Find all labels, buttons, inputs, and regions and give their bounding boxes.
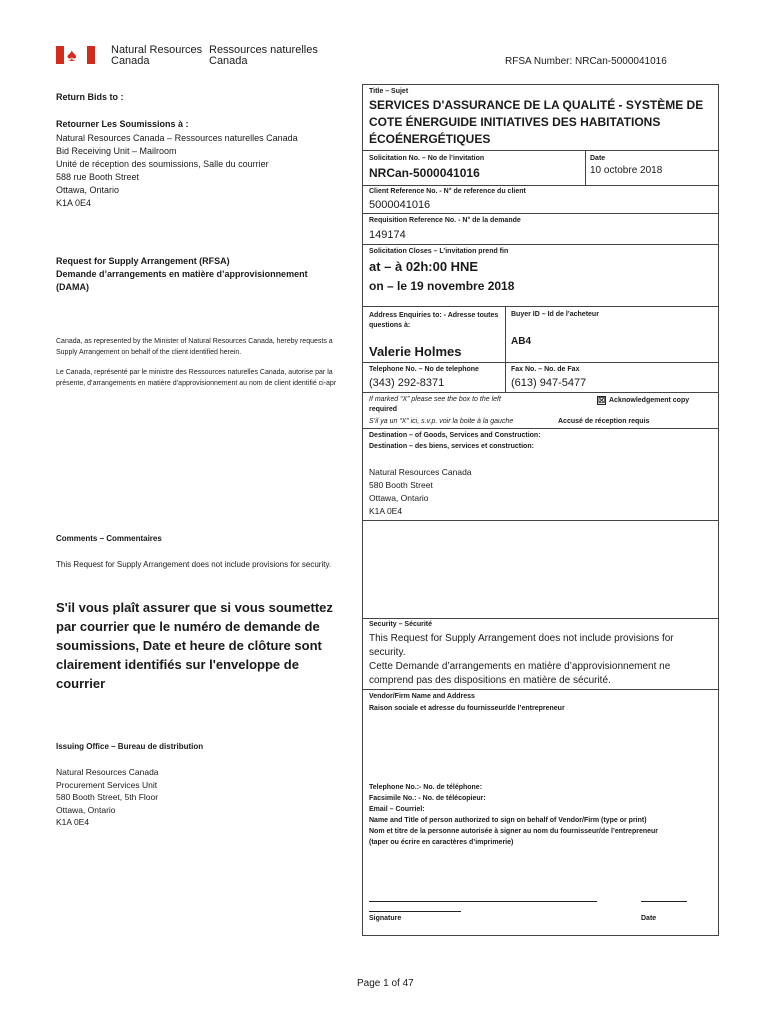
- canada-statement-fr: Le Canada, représenté par le ministre des Ressources naturelles Canada, autorise par la présente, d’arrangements en matière d’approvisionnement au nom de client identifié ci-apr: [56, 369, 337, 387]
- buyer-id-label: Buyer ID – Id de l’acheteur: [511, 311, 599, 318]
- client-ref-label: Client Reference No. - N° de reference du client: [369, 188, 526, 195]
- date-line[interactable]: [641, 901, 687, 902]
- comments-label: Comments – Commentaires: [56, 534, 162, 543]
- envelope-notice: S'il vous plaît assurer que si vous soumettez par courrier que le numéro de demande de soumissions, Date et heure de clôture sont clairement identifiés sur l'enveloppe de courrier: [56, 600, 333, 691]
- closes-date: on – le 19 novembre 2018: [369, 279, 515, 293]
- date-label: Date: [590, 155, 606, 162]
- vendor-label-en: Vendor/Firm Name and Address: [369, 693, 475, 700]
- closes-label: Solicitation Closes – L’invitation prend fin: [369, 248, 509, 255]
- rfsa-title: Request for Supply Arrangement (RFSA) Demande d’arrangements en matière d’approvisionnement (DAMA): [56, 256, 308, 292]
- name-signature-line[interactable]: [369, 901, 597, 902]
- closes-time: at – à 02h:00 HNE: [369, 259, 479, 274]
- contact-phone-label: Telephone No.:- No. de téléphone:: [369, 784, 483, 791]
- ack-copy-fr: Accusé de réception requis: [558, 418, 650, 425]
- contact-fax-label: Facsimile No.: - No. de télécopieur:: [369, 795, 486, 802]
- title-label: Title – Sujet: [369, 88, 409, 95]
- date-sig-label: Date: [641, 915, 657, 922]
- issuing-office-label: Issuing Office – Bureau de distribution: [56, 742, 204, 751]
- rfsa-number: RFSA Number: NRCan-5000041016: [505, 56, 667, 67]
- name-title-label: Name and Title of person authorized to sign on behalf of Vendor/Firm (type or print) Nom et titre de la personne autorisée à signer au nom du fournisseur/de l’entrepreneur (taper ou écrire en caractères d’imprimerie): [369, 817, 659, 846]
- security-label: Security – Sécurité: [369, 621, 433, 628]
- signature-line[interactable]: [369, 911, 461, 912]
- solicitation-no-value: NRCan-5000041016: [369, 166, 480, 180]
- enquiries-label: Address Enquiries to: - Adresse toutes questions à:: [369, 312, 499, 329]
- phone-value: (343) 292-8371: [369, 377, 445, 389]
- return-bids-label: Return Bids to :: [56, 92, 124, 102]
- contact-fields: [369, 782, 486, 815]
- comments-text: This Request for Supply Arrangement does not include provisions for security.: [56, 560, 332, 569]
- required-label: required: [369, 406, 398, 413]
- maple-leaf-icon: ♠: [67, 45, 77, 65]
- marked-note-en: If marked “X” please see the box to the left: [369, 396, 501, 403]
- return-to-label: Retourner Les Soumissions à :: [56, 119, 189, 129]
- enquiries-value: Valerie Holmes: [369, 344, 462, 359]
- issuing-address: Natural Resources Canada Procurement Services Unit 580 Booth Street, 5th Floor Ottawa, Ontario K1A 0E4: [56, 767, 159, 827]
- marked-note-fr: S’il ya un “X” ici, s.v.p. voir la boite à la gauche: [369, 418, 514, 425]
- solicitation-title: SERVICES D'ASSURANCE DE LA QUALITÉ - SYSTÈME DE COTE ÉNERGUIDE INITIATIVES DES HABITATIONS ÉCOÉNERGÉTIQUES: [369, 98, 704, 146]
- requisition-value: 149174: [369, 229, 406, 241]
- client-ref-value: 5000041016: [369, 199, 431, 211]
- fax-label: Fax No. – No. de Fax: [511, 366, 580, 373]
- vendor-label-fr: Raison sociale et adresse du fournisseur/de l’entrepreneur: [369, 705, 565, 712]
- destination-label-fr: Destination – des biens, services et construction:: [369, 443, 534, 450]
- buyer-id-value: AB4: [511, 336, 532, 347]
- org-name-en: Natural Resources Canada: [111, 44, 203, 67]
- contact-email-label: Email – Courriel:: [369, 806, 425, 813]
- ack-checkbox[interactable]: ☒: [598, 396, 606, 405]
- security-en: This Request for Supply Arrangement does not include provisions for security.: [369, 633, 674, 658]
- signature-label: Signature: [369, 915, 402, 922]
- destination-label-en: Destination – of Goods, Services and Construction:: [369, 432, 541, 439]
- fax-value: (613) 947-5477: [511, 377, 587, 389]
- return-address: Natural Resources Canada – Ressources naturelles Canada Bid Receiving Unit – Mailroom Unité de réception des soumissions, Salle du courrier 588 rue Booth Street Ottawa, Ontario K1A 0E4: [56, 133, 298, 208]
- org-name-fr: Ressources naturelles Canada: [209, 44, 318, 67]
- date-value: 10 octobre 2018: [590, 165, 663, 176]
- page-number: Page 1 of 47: [357, 978, 414, 989]
- security-fr: Cette Demande d’arrangements en matière d’approvisionnement ne comprend pas des dispositions en matière de sécurité.: [369, 661, 671, 686]
- ack-copy: ☒ Acknowledgement copy: [598, 396, 690, 405]
- destination-address: Natural Resources Canada 580 Booth Street Ottawa, Ontario K1A 0E4: [369, 467, 472, 516]
- requisition-label: Requisition Reference No. - N° de la demande: [369, 217, 521, 224]
- phone-label: Telephone No. – No de telephone: [369, 366, 479, 373]
- solicitation-no-label: Solicitation No. – No de l’invitation: [369, 155, 485, 162]
- canada-statement-en: Canada, as represented by the Minister of Natural Resources Canada, hereby requests a Supply Arrangement on behalf of the client identified herein.: [56, 338, 333, 356]
